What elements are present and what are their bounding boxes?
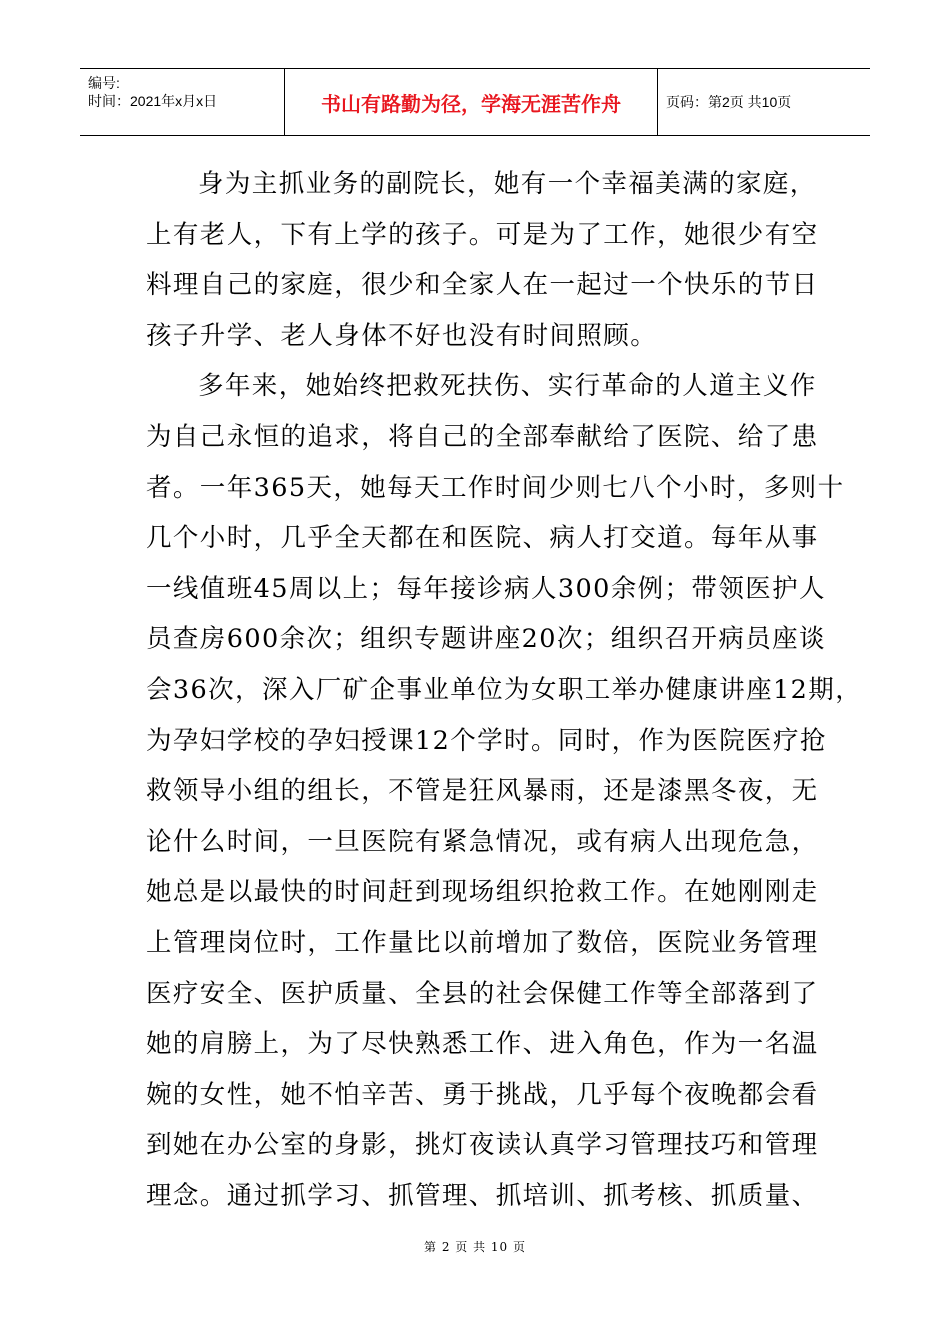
text-line: 会36次，深入厂矿企事业单位为女职工举办健康讲座12期，: [146, 674, 863, 705]
text-line: 为自己永恒的追求，将自己的全部奉献给了医院、给了患: [146, 421, 819, 452]
text-line: 者。一年365天，她每天工作时间少则七八个小时，多则十: [146, 472, 845, 503]
page-footer: 第 2 页 共 10 页: [424, 1240, 526, 1254]
text-line: 她的肩膀上，为了尽快熟悉工作、进入角色，作为一名温: [146, 1029, 819, 1060]
text-line: 她总是以最快的时间赶到现场组织抢救工作。在她刚刚走: [146, 877, 819, 908]
text-line: 料理自己的家庭，很少和全家人在一起过一个快乐的节日: [146, 270, 819, 301]
text-line: 身为主抓业务的副院长，她有一个幸福美满的家庭，: [198, 169, 817, 199]
page-header: [80, 68, 870, 136]
text-line: 论什么时间，一旦医院有紧急情况，或有病人出现危急，: [146, 826, 819, 857]
header-meta: [80, 69, 284, 135]
text-line: 上管理岗位时，工作量比以前增加了数倍，医院业务管理: [146, 927, 819, 958]
header-motto: 书山有路勤为径，学海无涯苦作舟: [284, 69, 658, 135]
header-page-info: 页码：第2页 共10页: [666, 94, 792, 110]
text-line: 上有老人，下有上学的孩子。可是为了工作，她很少有空: [146, 219, 819, 250]
text-line: 婉的女性，她不怕辛苦、勇于挑战，几乎每个夜晚都会看: [146, 1079, 819, 1110]
text-line: 孩子升学、老人身体不好也没有时间照顾。: [146, 320, 658, 351]
text-line: 一线值班45周以上；每年接诊病人300余例；带领医护人: [146, 573, 826, 604]
text-line: 多年来，她始终把救死扶伤、实行革命的人道主义作: [198, 371, 817, 402]
text-line: 为孕妇学校的孕妇授课12个学时。同时，作为医院医疗抢: [146, 725, 827, 756]
text-line: 救领导小组的组长，不管是狂风暴雨，还是漆黑冬夜，无: [146, 776, 819, 807]
body-text: [146, 159, 863, 1221]
number-label: 编号:: [88, 75, 120, 91]
text-line: 到她在办公室的身影，挑灯夜读认真学习管理技巧和管理: [146, 1130, 819, 1161]
text-line: 几个小时，几乎全天都在和医院、病人打交道。每年从事: [146, 523, 819, 554]
text-line: 员查房600余次；组织专题讲座20次；组织召开病员座谈: [146, 624, 826, 655]
text-line: 医疗安全、医护质量、全县的社会保健工作等全部落到了: [146, 978, 819, 1009]
text-line: 理念。通过抓学习、抓管理、抓培训、抓考核、抓质量、: [146, 1180, 819, 1211]
date-label: 时间：2021年x月x日: [88, 93, 218, 109]
